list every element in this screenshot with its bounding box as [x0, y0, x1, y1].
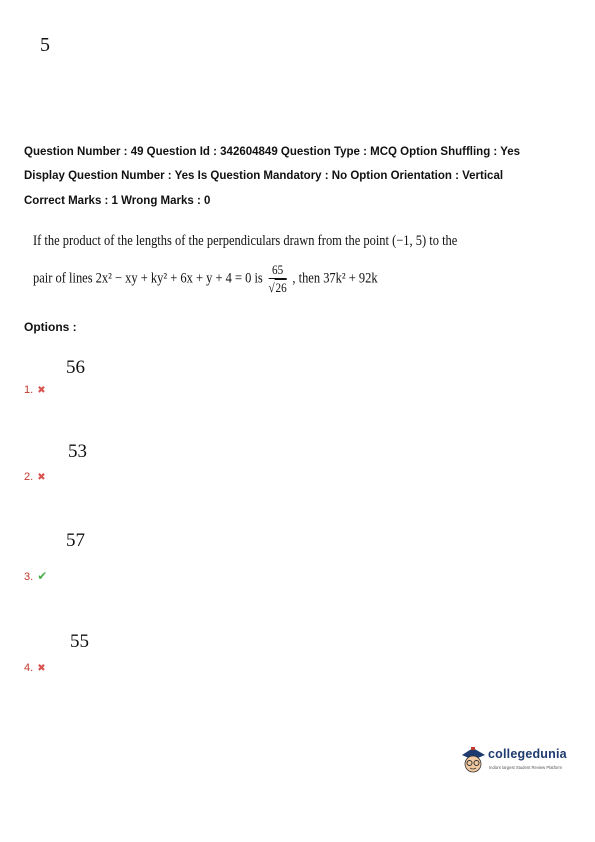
- option-3-value: 57: [66, 530, 85, 551]
- question-text-suffix: , then 37k² + 92k: [292, 270, 378, 287]
- option-4-marker: [24, 662, 46, 674]
- logo-tagline: India's largest Student Review Platform: [489, 765, 562, 770]
- question-meta-line-1: Question Number : 49 Question Id : 342604849 Question Type : MCQ Option Shuffling : Yes: [24, 146, 521, 158]
- fraction-numerator: 65: [268, 262, 286, 279]
- option-3-marker: [24, 569, 47, 583]
- question-text-line-2: [33, 262, 378, 296]
- option-1-value: 56: [66, 357, 85, 378]
- question-text-line-1: If the product of the lengths of the perpendiculars drawn from the point (−1, 5) to the: [33, 233, 458, 249]
- check-icon: ✔: [37, 569, 48, 583]
- sqrt-radicand: 26: [275, 280, 287, 295]
- cross-icon: ✖: [37, 472, 46, 483]
- cross-icon: ✖: [37, 663, 46, 674]
- question-fraction: [268, 262, 286, 296]
- option-4-value: 55: [70, 631, 89, 652]
- option-3-number: 3.: [24, 571, 34, 583]
- option-4-number: 4.: [24, 662, 34, 674]
- option-1-number: 1.: [24, 384, 34, 396]
- fraction-denominator: √26: [268, 280, 287, 295]
- mascot-icon: [458, 743, 488, 775]
- question-meta-line-3: Correct Marks : 1 Wrong Marks : 0: [24, 195, 211, 207]
- option-1-marker: [24, 384, 46, 396]
- option-2-number: 2.: [24, 471, 34, 483]
- previous-answer: 5: [40, 34, 50, 56]
- question-meta-line-2: Display Question Number : Yes Is Question Mandatory : No Option Orientation : Vertical: [24, 170, 504, 182]
- option-2-marker: [24, 471, 46, 483]
- question-text-prefix: pair of lines 2x² − xy + ky² + 6x + y + 4 = 0 is: [33, 270, 263, 287]
- cross-icon: ✖: [37, 385, 46, 396]
- option-2-value: 53: [68, 441, 87, 462]
- options-label: Options :: [24, 320, 77, 334]
- logo-name: collegedunia: [488, 747, 567, 761]
